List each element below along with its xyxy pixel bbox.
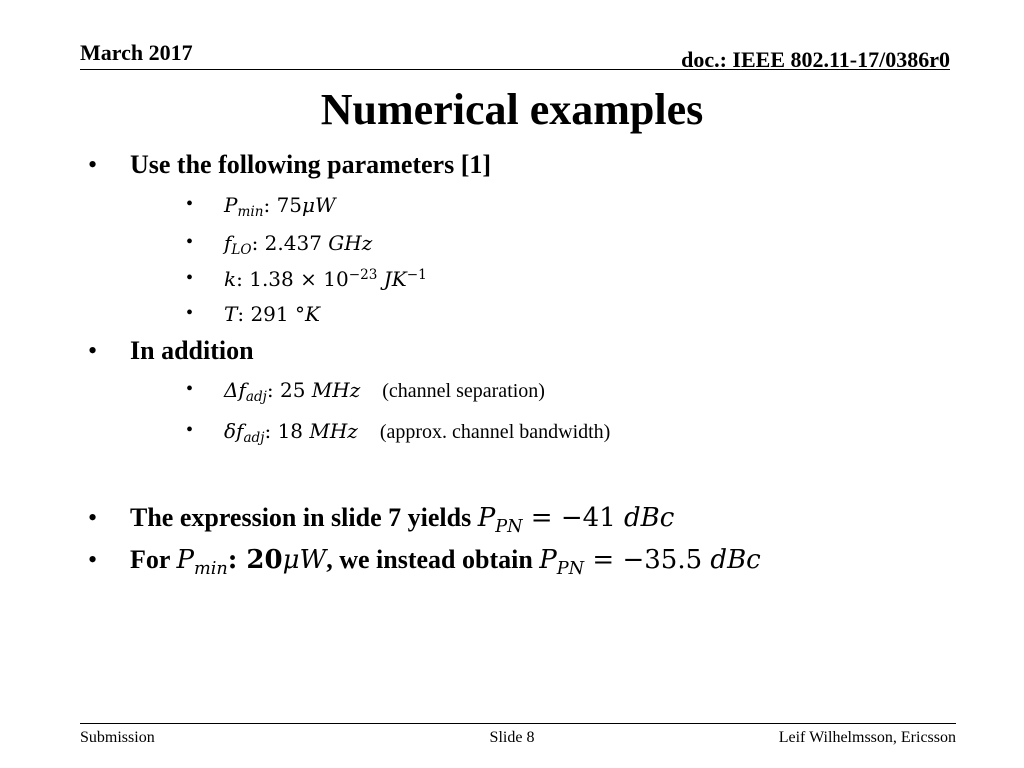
- param-unit: MHz: [309, 419, 358, 443]
- param-unit: MHz: [311, 378, 361, 402]
- footer-divider: [80, 723, 956, 724]
- footer-submission: Submission: [80, 729, 155, 746]
- param-subscript: min: [237, 204, 264, 221]
- param-symbol: P: [224, 193, 238, 217]
- footer-slide-number: Slide 8: [489, 729, 535, 746]
- param-symbol: Δf: [224, 378, 246, 402]
- param-unit: JK: [377, 267, 407, 291]
- param-value: : 75: [263, 193, 303, 217]
- param-exponent: −23: [348, 267, 378, 284]
- param-note: (channel separation): [382, 380, 545, 402]
- bullet-text: The expression in slide 7 yields: [130, 503, 478, 532]
- bullet-mid-text: , we instead obtain: [326, 545, 540, 574]
- pmin-symbol: P: [176, 545, 194, 575]
- param-unit: μW: [302, 193, 336, 217]
- param-value: : 291 °: [237, 302, 305, 326]
- param-subscript: adj: [245, 389, 267, 406]
- param-symbol: T: [224, 302, 238, 326]
- bullet-dot-icon: •: [186, 302, 194, 324]
- pmin-unit: μW: [282, 545, 327, 575]
- result-unit: dBc: [624, 503, 675, 533]
- bullet-dot-icon: •: [186, 378, 194, 400]
- header-date: March 2017: [80, 40, 193, 65]
- bullet-dot-icon: •: [88, 545, 98, 574]
- footer-author: Leif Wilhelmsson, Ericsson: [778, 729, 956, 746]
- param-unit-exponent: −1: [406, 267, 427, 284]
- result-subscript: PN: [495, 516, 523, 537]
- bullet-text: Use the following parameters [1]: [130, 150, 492, 179]
- bullet-dot-icon: •: [186, 267, 194, 289]
- result-symbol: P: [539, 545, 557, 575]
- param-subscript: LO: [231, 242, 252, 259]
- bullet-dot-icon: •: [88, 336, 98, 365]
- bullet-dot-icon: •: [186, 419, 194, 441]
- bullet-dot-icon: •: [186, 231, 194, 253]
- result-value: = −35.5: [584, 545, 711, 575]
- param-value: : 1.38 × 10: [236, 267, 349, 291]
- param-symbol: δf: [224, 419, 244, 443]
- pmin-subscript: min: [193, 558, 228, 579]
- pmin-value-bold-digit: 0: [264, 545, 283, 575]
- param-value: : 18: [264, 419, 310, 443]
- pmin-value: : 2: [227, 545, 265, 575]
- bullet-dot-icon: •: [186, 193, 194, 215]
- param-unit: K: [304, 302, 320, 326]
- param-symbol: f: [224, 231, 232, 255]
- bullet-text: In addition: [130, 336, 254, 365]
- param-value: : 2.437: [251, 231, 329, 255]
- param-symbol: k: [224, 267, 237, 291]
- slide-title: Numerical examples: [320, 85, 704, 134]
- result-unit: dBc: [710, 545, 761, 575]
- param-subscript: adj: [243, 430, 265, 447]
- param-value: : 25: [266, 378, 312, 402]
- header-doc-id: doc.: IEEE 802.11-17/0386r0: [681, 47, 950, 72]
- header-divider: [80, 69, 950, 70]
- bullet-prefix: For: [130, 545, 177, 574]
- result-symbol: P: [477, 503, 496, 533]
- result-subscript: PN: [556, 558, 585, 579]
- param-note: (approx. channel bandwidth): [379, 421, 611, 443]
- param-unit: GHz: [328, 231, 373, 255]
- bullet-dot-icon: •: [88, 503, 98, 532]
- bullet-dot-icon: •: [88, 150, 98, 179]
- result-value: = −41: [522, 503, 624, 533]
